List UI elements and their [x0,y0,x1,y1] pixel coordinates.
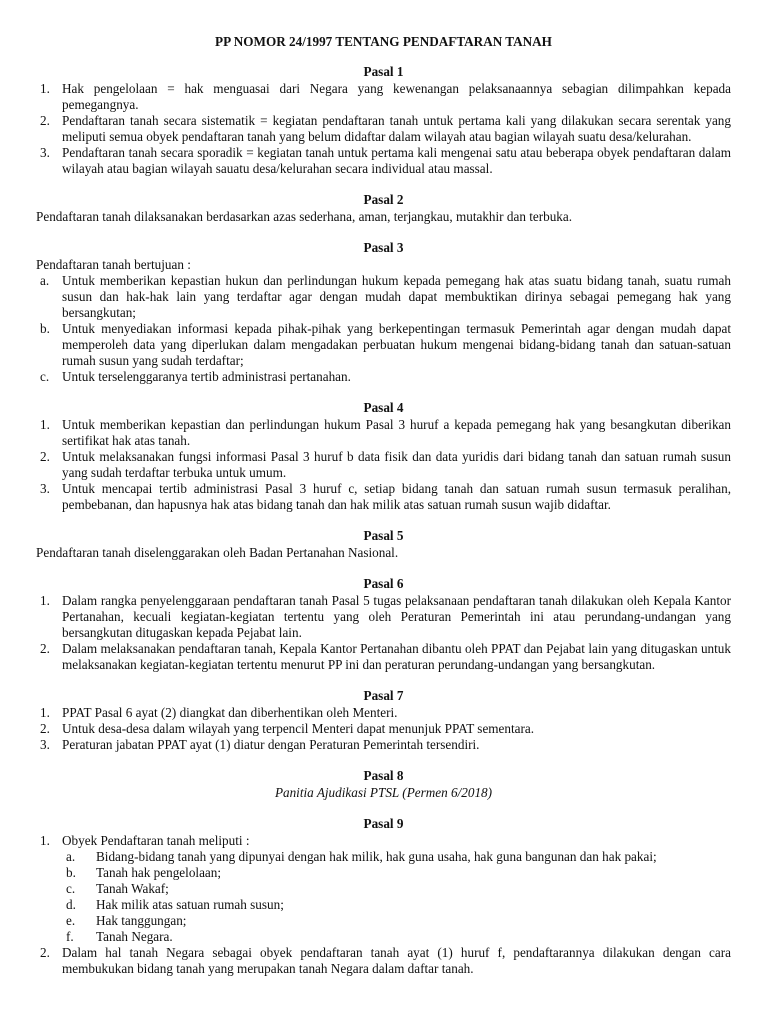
document-title: PP NOMOR 24/1997 TENTANG PENDAFTARAN TANAH [215,34,552,49]
sublist-marker: a. [66,849,76,864]
sublist-marker: c. [66,881,76,896]
sublist-item-text: Hak milik atas satuan rumah susun; [96,897,284,912]
pasal-9-title: Pasal 9 [363,816,404,831]
list-item [36,369,731,385]
pasal-3-list [36,273,731,385]
list-marker: 1. [40,417,50,432]
pasal-3-section [36,240,731,385]
pasal-5-section [36,528,731,561]
list-marker: 3. [40,145,50,160]
document-page [36,34,731,992]
list-item [36,593,731,641]
sublist-item-text: Tanah Wakaf; [96,881,169,896]
list-item-text: Peraturan jabatan PPAT ayat (1) diatur dengan Peraturan Pemerintah tersendiri. [62,737,480,752]
list-marker: 1. [40,593,50,608]
sublist-marker: e. [66,913,76,928]
pasal-8-section [36,768,731,801]
sublist-item [62,913,731,929]
pasal-1-title: Pasal 1 [363,64,404,79]
list-marker: 2. [40,449,50,464]
list-marker: 2. [40,945,50,960]
pasal-9-sublist [62,849,731,945]
list-item-text: Pendaftaran tanah secara sistematik = kegiatan pendaftaran tanah untuk pertama kali yang dilakukan secara serentak yang meliputi semua obyek pendaftaran tanah yang belum didaftar dalam wilayah atau bagian wilayah suatu desa/kelurahan. [62,113,731,144]
pasal-5-text: Pendaftaran tanah diselenggarakan oleh Badan Pertanahan Nasional. [36,545,399,560]
list-item-text: Hak pengelolaan = hak menguasai dari Negara yang kewenangan pelaksanaannya sebagian dilimpahkan kepada pemegangnya. [62,81,731,112]
list-marker: b. [40,321,50,336]
list-item [36,449,731,481]
sublist-item [62,897,731,913]
list-marker: c. [40,369,50,384]
list-item [36,641,731,673]
sublist-item [62,849,731,865]
list-marker: 3. [40,737,50,752]
pasal-3-title: Pasal 3 [363,240,404,255]
pasal-6-list [36,593,731,673]
pasal-4-section [36,400,731,513]
pasal-7-section [36,688,731,753]
list-item-text: Untuk mencapai tertib administrasi Pasal 3 huruf c, setiap bidang tanah dan satuan rumah susun termasuk peralihan, pembebanan, dan hapusnya hak atas bidang tanah dan hak milik atas satuan rumah susun wajib didaftar. [62,481,731,512]
list-item-text: Obyek Pendaftaran tanah meliputi : [62,833,250,848]
list-item-text: Untuk desa-desa dalam wilayah yang terpencil Menteri dapat menunjuk PPAT sementara. [62,721,535,736]
list-item-text: Untuk memberikan kepastian hukun dan perlindungan hukum kepada pemegang hak atas suatu bidang tanah, suatu rumah susun dan hak-hak lain yang terdaftar agar dengan mudah dapat membuktikan dirinya sebagai pemegang hak yang bersangkutan; [62,273,731,320]
list-item-text: PPAT Pasal 6 ayat (2) diangkat dan diberhentikan oleh Menteri. [62,705,398,720]
pasal-4-title: Pasal 4 [363,400,404,415]
list-item-text: Untuk memberikan kepastian dan perlindungan hukum Pasal 3 huruf a kepada pemegang hak yang besangkutan diberikan sertifikat hak atas tanah. [62,417,731,448]
list-item-text: Untuk menyediakan informasi kepada pihak-pihak yang berkepentingan termasuk Pemerintah agar dengan mudah dapat memperoleh data yang diperlukan dalam mengadakan perbuatan hukum mengenai bidang-bidang tanah dan satuan-satuan rumah susun yang sudah terdaftar; [62,321,731,368]
sublist-item-text: Tanah Negara. [96,929,173,944]
list-item-text: Pendaftaran tanah secara sporadik = kegiatan tanah untuk pertama kali mengenai satu atau beberapa obyek pendaftaran dalam wilayah atau bagian wilayah sauatu desa/kelurahan secara individual atau massal. [62,145,731,176]
pasal-2-section [36,192,731,225]
list-item-text: Dalam rangka penyelenggaraan pendaftaran tanah Pasal 5 tugas pelaksanaan pendaftaran tanah dilakukan oleh Kepala Kantor Pertanahan, kecuali kegiatan-kegiatan tertentu yang oleh Peraturan Pemerintah ini atau perundang-undangan yang bersangkutan ditugaskan kepada Pejabat lain. [62,593,731,640]
pasal-2-title: Pasal 2 [363,192,404,207]
list-item-text: Untuk terselenggaranya tertib administrasi pertanahan. [62,369,351,384]
list-item [36,145,731,177]
list-marker: 1. [40,833,50,848]
sublist-marker: d. [66,897,76,912]
list-item-text: Dalam melaksanakan pendaftaran tanah, Kepala Kantor Pertanahan dibantu oleh PPAT dan Pejabat lain yang ditugaskan untuk melaksanakan kegiatan-kegiatan tertentu menurut PP ini dan peraturan perundang-undangan yang bersangkutan. [62,641,731,672]
list-marker: 1. [40,81,50,96]
sublist-item [62,929,731,945]
pasal-9-section [36,816,731,977]
list-item [36,737,731,753]
pasal-1-section [36,64,731,177]
pasal-3-intro: Pendaftaran tanah bertujuan : [36,257,191,272]
sublist-item-text: Hak tanggungan; [96,913,187,928]
pasal-5-title: Pasal 5 [363,528,404,543]
pasal-6-section [36,576,731,673]
list-marker: 2. [40,113,50,128]
pasal-7-list [36,705,731,753]
list-marker: 1. [40,705,50,720]
list-item [36,273,731,321]
list-marker: 2. [40,721,50,736]
pasal-1-list [36,81,731,177]
list-item [36,81,731,113]
sublist-item [62,865,731,881]
list-marker: 2. [40,641,50,656]
list-item [36,321,731,369]
pasal-4-list [36,417,731,513]
list-item [36,721,731,737]
sublist-item-text: Tanah hak pengelolaan; [96,865,222,880]
sublist-item-text: Bidang-bidang tanah yang dipunyai dengan hak milik, hak guna usaha, hak guna bangunan dan hak pakai; [96,849,657,864]
pasal-2-text: Pendaftaran tanah dilaksanakan berdasarkan azas sederhana, aman, terjangkau, mutakhir dan terbuka. [36,209,573,224]
list-item-text: Untuk melaksanakan fungsi informasi Pasal 3 huruf b data fisik dan data yuridis dari bidang tanah dan satuan rumah susun yang sudah terdaftar terbuka untuk umum. [62,449,731,480]
list-item [36,113,731,145]
list-item [36,945,731,977]
list-item-text: Dalam hal tanah Negara sebagai obyek pendaftaran tanah ayat (1) huruf f, pendaftarannya dilakukan dengan cara membukukan bidang tanah yang merupakan tanah Negara dalam daftar tanah. [62,945,731,976]
sublist-item [62,881,731,897]
pasal-6-title: Pasal 6 [363,576,404,591]
list-marker: 3. [40,481,50,496]
list-item [36,481,731,513]
sublist-marker: b. [66,865,76,880]
list-item [36,833,731,945]
pasal-8-title: Pasal 8 [363,768,404,783]
sublist-marker: f. [66,929,74,944]
pasal-7-title: Pasal 7 [363,688,404,703]
pasal-8-subtitle: Panitia Ajudikasi PTSL (Permen 6/2018) [274,785,493,800]
list-marker: a. [40,273,50,288]
list-item [36,417,731,449]
list-item [36,705,731,721]
pasal-9-list [36,833,731,977]
